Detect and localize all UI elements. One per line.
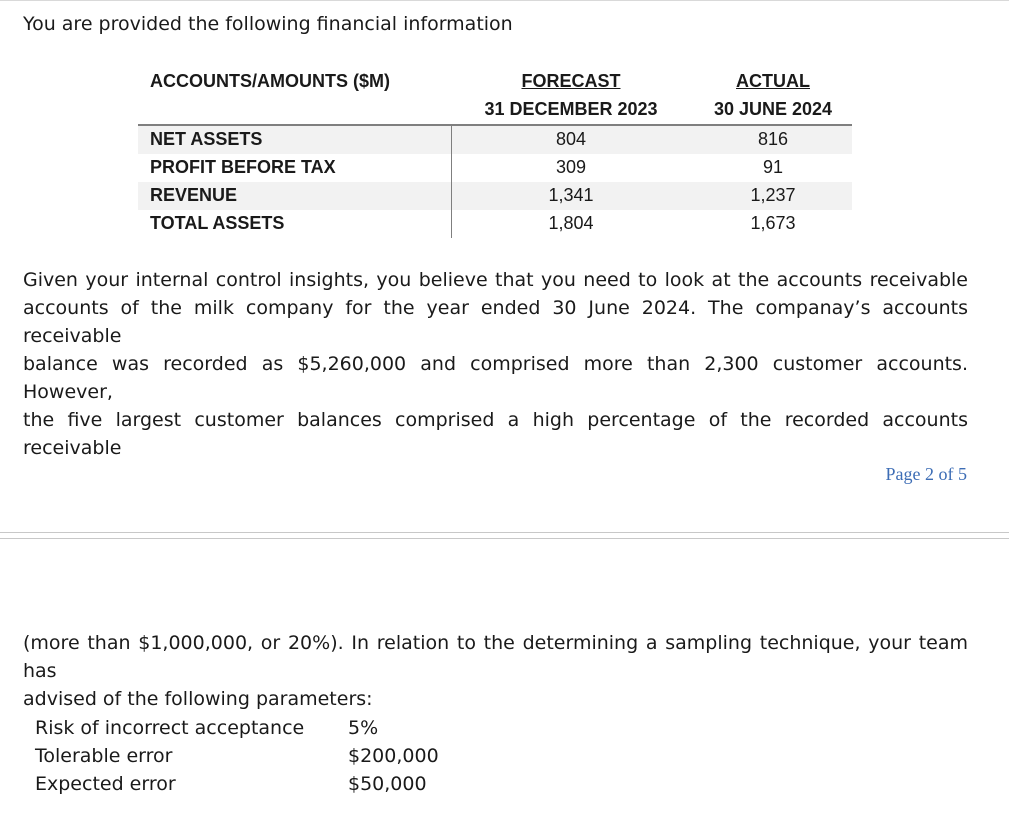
table-row xyxy=(138,126,852,154)
row-actual: 816 xyxy=(757,129,789,149)
intro-text: You are provided the following financial information xyxy=(23,13,513,35)
page-number: Page 2 of 5 xyxy=(885,464,967,484)
table-header-actual: ACTUAL xyxy=(736,71,810,91)
parameter-value: $50,000 xyxy=(348,773,427,795)
row-label: NET ASSETS xyxy=(150,129,263,149)
row-label: PROFIT BEFORE TAX xyxy=(150,157,336,177)
parameter-label: Risk of incorrect acceptance xyxy=(35,717,305,739)
row-label: REVENUE xyxy=(150,185,238,205)
row-actual: 91 xyxy=(762,157,784,177)
table-header-accounts: ACCOUNTS/AMOUNTS ($M) xyxy=(150,71,390,91)
table-row xyxy=(138,210,852,238)
parameter-value: 5% xyxy=(348,717,379,739)
table-row xyxy=(138,154,852,182)
row-label: TOTAL ASSETS xyxy=(150,213,285,233)
paragraph-line: advised of the following parameters: xyxy=(23,688,373,710)
table-column-divider xyxy=(451,126,452,238)
paragraph-line: the five largest customer balances comprised a high percentage of the recorded accounts receivable xyxy=(23,409,968,459)
top-rule xyxy=(0,0,1009,1)
paragraph-sampling xyxy=(23,629,968,713)
row-forecast: 309 xyxy=(555,157,587,177)
parameter-value: $200,000 xyxy=(348,745,439,767)
paragraph-line: balance was recorded as $5,260,000 and comprised more than 2,300 customer accounts. However, xyxy=(23,353,968,403)
page-break-rule-bottom xyxy=(0,538,1009,539)
parameter-label: Expected error xyxy=(35,773,176,795)
row-actual: 1,237 xyxy=(750,185,796,205)
row-forecast: 1,804 xyxy=(548,213,594,233)
row-forecast: 1,341 xyxy=(548,185,594,205)
row-forecast: 804 xyxy=(555,129,587,149)
table-header-forecast-date: 31 DECEMBER 2023 xyxy=(484,99,658,119)
table-header-actual-date: 30 JUNE 2024 xyxy=(713,99,833,119)
paragraph-line: Given your internal control insights, you believe that you need to look at the accounts receivable xyxy=(23,269,968,291)
paragraph-accounts-receivable xyxy=(23,266,968,462)
parameter-label: Tolerable error xyxy=(35,745,173,767)
row-actual: 1,673 xyxy=(750,213,796,233)
page-break-rule-top xyxy=(0,532,1009,533)
paragraph-line: accounts of the milk company for the year ended 30 June 2024. The companay’s accounts receivable xyxy=(23,297,968,347)
table-header-forecast: FORECAST xyxy=(521,71,621,91)
table-row xyxy=(138,182,852,210)
paragraph-line: (more than $1,000,000, or 20%). In relation to the determining a sampling technique, your team has xyxy=(23,632,968,682)
